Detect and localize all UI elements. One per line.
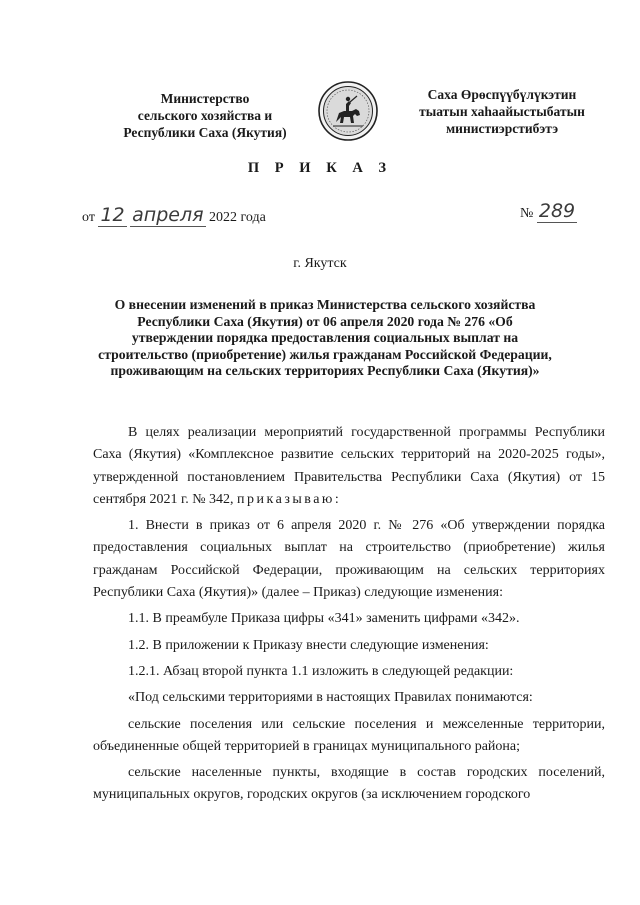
body-paragraph-1: 1. Внести в приказ от 6 апреля 2020 г. № 276 «Об утверждении порядка предоставления социальных выплат на строительство (приобретение) жилья гражданам Российской Федерации, проживающим на сельских территориях Республики Саха (Якутия)» (далее – Приказ) следующие изменения: — [93, 518, 605, 601]
ministry-name-sakha — [392, 86, 612, 137]
ministry-line-2: сельского хозяйства и — [137, 108, 273, 123]
body-paragraph-localities: сельские населенные пункты, входящие в состав городских поселений, муниципальных округов, городских округов (за исключением городского — [93, 765, 605, 803]
ministry-line-3: Республики Саха (Якутия) — [123, 125, 287, 140]
body-paragraph-1-2: 1.2. В приложении к Приказу внести следующие изменения: — [128, 637, 489, 653]
date-prefix: от — [82, 210, 95, 225]
body-paragraph-1-1: 1.1. В преамбуле Приказа цифры «341» заменить цифрами «342». — [128, 611, 520, 627]
date-day-handwritten: 12 — [100, 204, 125, 226]
ministry-sakha-line-1: Саха Өрөспүүбүлүкэтин — [427, 87, 577, 102]
body-paragraph-preamble — [93, 422, 605, 511]
preamble-order-word: приказываю: — [237, 491, 342, 507]
number-handwritten: 289 — [538, 200, 576, 222]
ministry-line-1: Министерство — [160, 91, 250, 106]
order-number — [520, 200, 577, 222]
order-body — [93, 422, 605, 807]
document-title: П Р И К А З — [247, 160, 393, 176]
ministry-sakha-line-2: тыатын хаһаайыстыбатын — [419, 104, 585, 119]
ministry-sakha-line-3: министиэрстибэтэ — [445, 121, 559, 136]
order-heading: О внесении изменений в приказ Министерства сельского хозяйства Республики Саха (Якутия) от 06 апреля 2020 года № 276 «Об утверждении порядка предоставления социальных выплат на строительство (приобретение) жилья гражданам Российской Федерации, проживающим на сельских территориях Республики Саха (Якутия)» — [98, 297, 552, 378]
city-name: г. Якутск — [293, 256, 347, 271]
order-date — [82, 204, 266, 226]
date-year: 2022 года — [209, 210, 266, 225]
body-paragraph-1-2-1: 1.2.1. Абзац второй пункта 1.1 изложить в следующей редакции: — [128, 663, 514, 679]
sakha-emblem-icon — [317, 80, 379, 142]
number-prefix: № — [520, 206, 534, 221]
date-month-handwritten: апреля — [132, 204, 204, 226]
body-paragraph-settlements: сельские поселения или сельские поселения и межселенные территории, объединенные общей территорией в границах муниципального района; — [93, 716, 605, 754]
body-paragraph-quote: «Под сельскими территориями в настоящих Правилах понимаются: — [128, 690, 533, 706]
preamble-text: В целях реализации мероприятий государственной программы Республики Саха (Якутия) «Комплексное развитие сельских территорий на 2020-2025 годы», утвержденной постановлением Правительства Республики Саха (Якутия) от 15 сентября 2021 г. № 342, — [93, 425, 605, 507]
ministry-name-russian — [100, 90, 310, 141]
